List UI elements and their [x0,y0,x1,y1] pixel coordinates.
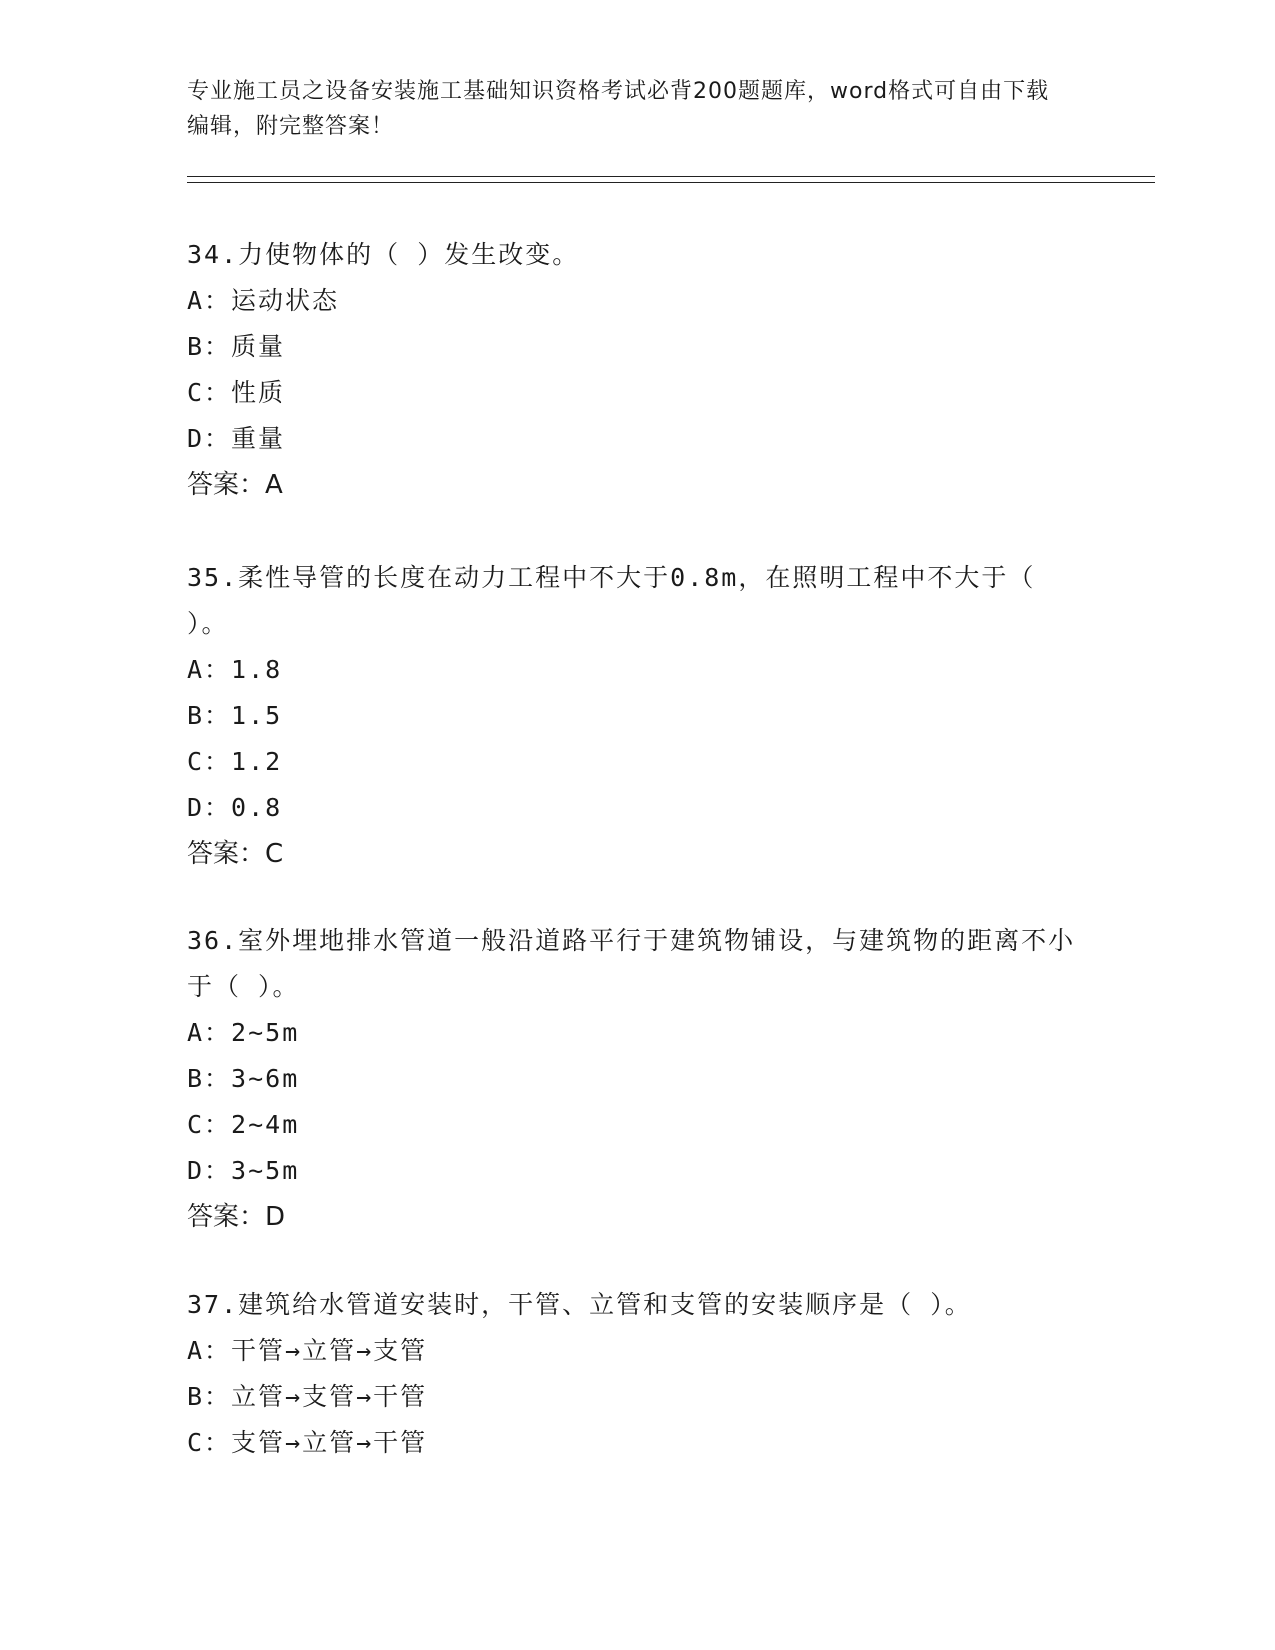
question-36 [187,918,1087,1240]
option-d: D：重量 [187,424,286,453]
option-c: C：2~4m [187,1110,300,1139]
option-a: A：1.8 [187,655,283,684]
question-stem: 36.室外埋地排水管道一般沿道路平行于建筑物铺设，与建筑物的距离不小于（ ）。 [187,926,1076,1001]
question-34 [187,232,1087,508]
option-b: B：立管→支管→干管 [187,1382,428,1411]
option-c: C：1.2 [187,747,283,776]
option-c: C：支管→立管→干管 [187,1428,428,1457]
option-a: A：2~5m [187,1018,300,1047]
option-b: B：质量 [187,332,286,361]
option-a: A：运动状态 [187,286,340,315]
answer-line: 答案：A [187,470,283,500]
question-37 [187,1282,1087,1466]
document-header: 专业施工员之设备安装施工基础知识资格考试必背200题题库，word格式可自由下载编辑，附完整答案！ [187,79,1050,139]
answer-line: 答案：C [187,839,284,869]
option-d: D：3~5m [187,1156,300,1185]
option-d: D：0.8 [187,793,283,822]
question-stem: 35.柔性导管的长度在动力工程中不大于0.8m，在照明工程中不大于（ ）。 [187,563,1036,638]
option-c: C：性质 [187,378,286,407]
question-35 [187,555,1087,877]
question-stem: 34.力使物体的（ ）发生改变。 [187,240,580,269]
question-stem: 37.建筑给水管道安装时，干管、立管和支管的安装顺序是（ ）。 [187,1290,972,1319]
option-b: B：1.5 [187,701,283,730]
header-divider-bottom [187,182,1155,183]
option-a: A：干管→立管→支管 [187,1336,428,1365]
option-b: B：3~6m [187,1064,300,1093]
header-divider-top [187,176,1155,177]
answer-line: 答案：D [187,1202,286,1232]
